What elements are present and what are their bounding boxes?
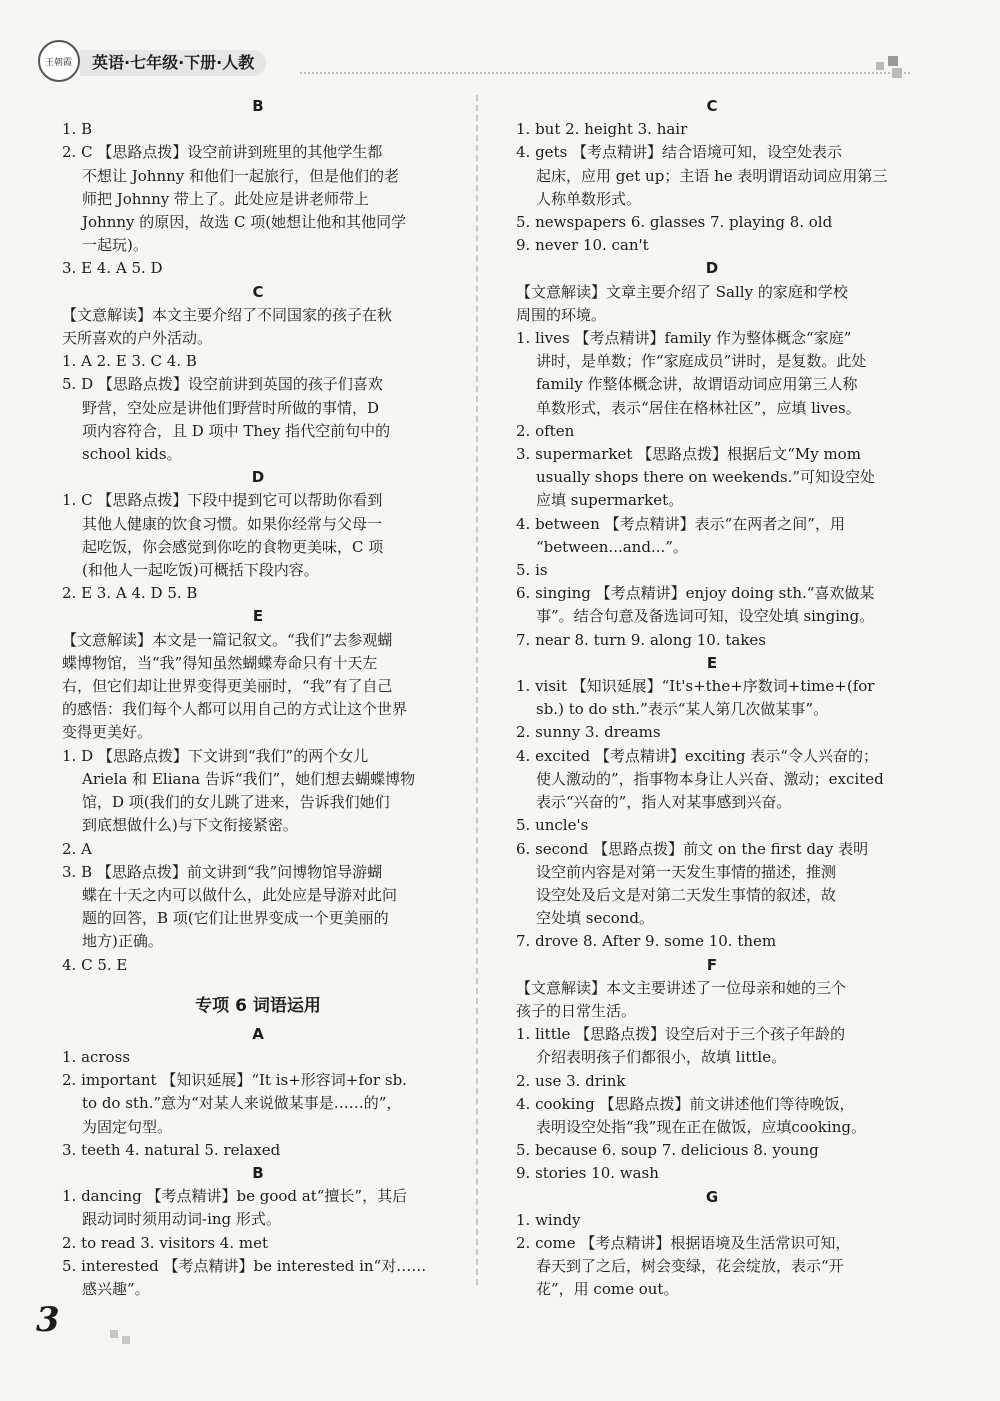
answer-line: 右，但它们却让世界变得更美丽时，“我”有了自己 xyxy=(62,677,393,696)
footer-decor-square xyxy=(122,1336,130,1344)
answer-line: 7. near 8. turn 9. along 10. takes xyxy=(516,630,767,649)
answer-line: 馆，D 项(我们的女儿跳了进来，告诉我们她们 xyxy=(82,793,390,812)
answer-line: sb.) to do sth.”表示“某人第几次做某事”。 xyxy=(536,700,829,719)
answer-line: 事”。结合句意及备选词可知，设空处填 singing。 xyxy=(536,607,875,626)
section-letter: B xyxy=(252,97,264,115)
answer-line: 5. uncle's xyxy=(516,816,589,835)
answer-line: 一起玩)。 xyxy=(82,236,148,255)
answer-line: 2. A xyxy=(62,839,92,858)
answer-line: 1. C 【思路点拨】下段中提到它可以帮助你看到 xyxy=(62,491,383,510)
answer-line: usually shops there on weekends.”可知设空处 xyxy=(536,468,876,487)
answer-line: 表明设空处指“我”现在正在做饭，应填cooking。 xyxy=(536,1117,866,1136)
answer-line: 1. windy xyxy=(516,1210,581,1229)
answer-line: 野营，空处应是讲他们野营时所做的事情，D xyxy=(82,398,380,417)
section-title: 专项 6 词语运用 xyxy=(195,995,321,1016)
answer-line: 3. teeth 4. natural 5. relaxed xyxy=(62,1140,281,1159)
answer-line: to do sth.”意为“对某人来说做某事是……的”， xyxy=(82,1094,402,1113)
answer-line: 4. gets 【考点精讲】结合语境可知，设空处表示 xyxy=(516,143,843,162)
answer-line: 不想让 Johnny 和他们一起旅行，但是他们的老 xyxy=(82,166,400,185)
answer-line: 6. second 【思路点拨】前文 on the first day 表明 xyxy=(516,839,869,858)
logo-text: 王朝霞 xyxy=(45,58,73,68)
answer-line: 1. A 2. E 3. C 4. B xyxy=(62,352,197,371)
left-column xyxy=(62,95,454,1301)
answer-line: 题的回答，B 项(它们让世界变成一个更美丽的 xyxy=(82,909,389,928)
answer-line: 2. come 【考点精讲】根据语境及生活常识可知， xyxy=(516,1233,851,1252)
publisher-logo xyxy=(38,40,80,82)
answer-line: 变得更美好。 xyxy=(62,723,153,742)
answer-line: 2. to read 3. visitors 4. met xyxy=(62,1233,269,1252)
header-rule xyxy=(300,72,910,74)
answer-line: 师把 Johnny 带上了。此处应是讲老师带上 xyxy=(82,189,370,208)
section-letter: D xyxy=(705,259,719,278)
answer-line: 设空前内容是对第一天发生事情的描述，推测 xyxy=(536,862,837,881)
answer-line: 6. singing 【考点精讲】enjoy doing sth.“喜欢做某 xyxy=(516,584,875,603)
answer-line: 1. dancing 【考点精讲】be good at“擅长”，其后 xyxy=(62,1187,408,1206)
answer-line: 【文意解读】文章主要介绍了 Sally 的家庭和学校 xyxy=(516,282,848,301)
answer-line: 9. never 10. can't xyxy=(516,236,649,255)
answer-line: 为固定句型。 xyxy=(82,1117,173,1136)
answer-line: 应填 supermarket。 xyxy=(536,491,684,510)
answer-line: 5. D 【思路点拨】设空前讲到英国的孩子们喜欢 xyxy=(62,375,383,394)
answer-line: family 作整体概念讲，故谓语动词应用第三人称 xyxy=(536,375,858,394)
answer-line: 2. important 【知识延展】“It is+形容词+for sb. xyxy=(62,1071,407,1090)
answer-line: 1. but 2. height 3. hair xyxy=(516,120,688,139)
answer-line: 【文意解读】本文主要讲述了一位母亲和她的三个 xyxy=(516,978,847,997)
section-letter: G xyxy=(705,1187,719,1206)
answer-line: “between...and...”。 xyxy=(536,537,688,556)
answer-line: 周围的环境。 xyxy=(516,305,607,324)
section-letter: F xyxy=(706,955,718,974)
answer-line: 起吃饭，你会感觉到你吃的食物更美味，C 项 xyxy=(82,537,384,556)
answer-line: 其他人健康的饮食习惯。如果你经常与父母一 xyxy=(82,514,383,533)
page-header xyxy=(30,38,970,86)
answer-line: Ariela 和 Eliana 告诉“我们”，她们想去蝴蝶博物 xyxy=(82,769,416,788)
section-letter: B xyxy=(252,1163,264,1182)
header-decor-square xyxy=(892,68,902,78)
answer-line: 介绍表明孩子们都很小，故填 little。 xyxy=(536,1048,787,1067)
answer-line: 4. cooking 【思路点拨】前文讲述他们等待晚饭， xyxy=(516,1094,855,1113)
answer-line: 【文意解读】本文主要介绍了不同国家的孩子在秋 xyxy=(62,305,393,324)
answer-line: 2. sunny 3. dreams xyxy=(516,723,661,742)
answer-line: 5. because 6. soup 7. delicious 8. young xyxy=(516,1141,819,1160)
answer-line: 跟动词时须用动词-ing 形式。 xyxy=(82,1210,281,1229)
answer-line: 1. lives 【考点精讲】family 作为整体概念“家庭” xyxy=(516,329,852,348)
answer-line: 起床，应用 get up；主语 he 表明谓语动词应用第三 xyxy=(536,166,888,185)
answer-line: 的感悟：我们每个人都可以用自己的方式让这个世界 xyxy=(62,700,408,719)
answer-line: 使人激动的”，指事物本身让人兴奋、激动；excited xyxy=(536,769,884,788)
book-title: 英语·七年级·下册·人教 xyxy=(80,50,266,76)
answer-line: 表示“兴奋的”，指人对某事感到兴奋。 xyxy=(536,793,792,812)
answer-line: (和他人一起吃饭)可概括下段内容。 xyxy=(82,561,319,580)
column-divider xyxy=(476,95,478,1285)
answer-line: Johnny 的原因，故选 C 项(她想让他和其他同学 xyxy=(82,213,407,232)
answer-line: 花”，用 come out。 xyxy=(536,1280,679,1299)
section-letter: D xyxy=(251,468,265,487)
answer-line: 5. is xyxy=(516,561,548,580)
answer-line: 2. often xyxy=(516,421,575,440)
answer-line: 单数形式，表示“居住在格林社区”，应填 lives。 xyxy=(536,398,861,417)
answer-line: 感兴趣”。 xyxy=(82,1279,150,1298)
answer-line: 1. across xyxy=(62,1047,131,1066)
answer-line: 3. E 4. A 5. D xyxy=(62,259,163,278)
answer-line: 7. drove 8. After 9. some 10. them xyxy=(516,932,777,951)
answer-line: 地方)正确。 xyxy=(82,932,163,951)
answer-line: 人称单数形式。 xyxy=(536,189,642,208)
section-letter: C xyxy=(706,97,718,115)
answer-line: 设空处及后文是对第二天发生事情的叙述，故 xyxy=(536,885,837,904)
answer-line: 2. use 3. drink xyxy=(516,1071,626,1090)
answer-line: 5. newspapers 6. glasses 7. playing 8. old xyxy=(516,213,833,232)
page-number: 3 xyxy=(36,1300,60,1340)
answer-line: 空处填 second。 xyxy=(536,909,655,928)
answer-line: 4. C 5. E xyxy=(62,955,128,974)
answer-line: 蝶博物馆，当“我”得知虽然蝴蝶寿命只有十天左 xyxy=(62,653,378,672)
answer-line: 3. supermarket 【思路点拨】根据后文“My mom xyxy=(516,445,861,464)
answer-line: 9. stories 10. wash xyxy=(516,1164,659,1183)
section-letter: A xyxy=(252,1024,264,1043)
answer-line: 3. B 【思路点拨】前文讲到“我”问博物馆导游蝴 xyxy=(62,862,383,881)
section-letter: E xyxy=(706,653,718,672)
answer-line: 2. E 3. A 4. D 5. B xyxy=(62,584,198,603)
section-letter: C xyxy=(252,282,264,301)
header-decor-square xyxy=(888,56,898,66)
right-column xyxy=(516,95,908,1302)
answer-line: 2. C 【思路点拨】设空前讲到班里的其他学生都 xyxy=(62,143,383,162)
answer-line: 天所喜欢的户外活动。 xyxy=(62,329,213,348)
answer-line: 讲时，是单数；作“家庭成员”讲时，是复数。此处 xyxy=(536,352,867,371)
answer-line: 1. D 【思路点拨】下文讲到“我们”的两个女儿 xyxy=(62,746,369,765)
header-decor-square xyxy=(876,62,884,70)
answer-line: 春天到了之后，树会变绿，花会绽放，表示“开 xyxy=(536,1257,844,1276)
answer-line: 孩子的日常生活。 xyxy=(516,1001,637,1020)
answer-line: 1. visit 【知识延展】“It's+the+序数词+time+(for xyxy=(516,677,875,696)
answer-line: 1. little 【思路点拨】设空后对于三个孩子年龄的 xyxy=(516,1025,846,1044)
answer-line: 项内容符合，且 D 项中 They 指代空前句中的 xyxy=(82,421,391,440)
answer-line: 1. B xyxy=(62,120,93,139)
section-letter: E xyxy=(252,607,264,626)
answer-line: school kids。 xyxy=(82,445,182,464)
answer-line: 蝶在十天之内可以做什么，此处应是导游对此问 xyxy=(82,885,398,904)
answer-line: 到底想做什么)与下文衔接紧密。 xyxy=(82,816,298,835)
answer-line: 【文意解读】本文是一篇记叙文。“我们”去参观蝴 xyxy=(62,630,393,649)
answer-line: 4. excited 【考点精讲】exciting 表示“令人兴奋的； xyxy=(516,746,878,765)
answer-line: 4. between 【考点精讲】表示“在两者之间”，用 xyxy=(516,514,845,533)
answer-line: 5. interested 【考点精讲】be interested in“对…… xyxy=(62,1256,427,1275)
footer-decor-square xyxy=(110,1330,118,1338)
